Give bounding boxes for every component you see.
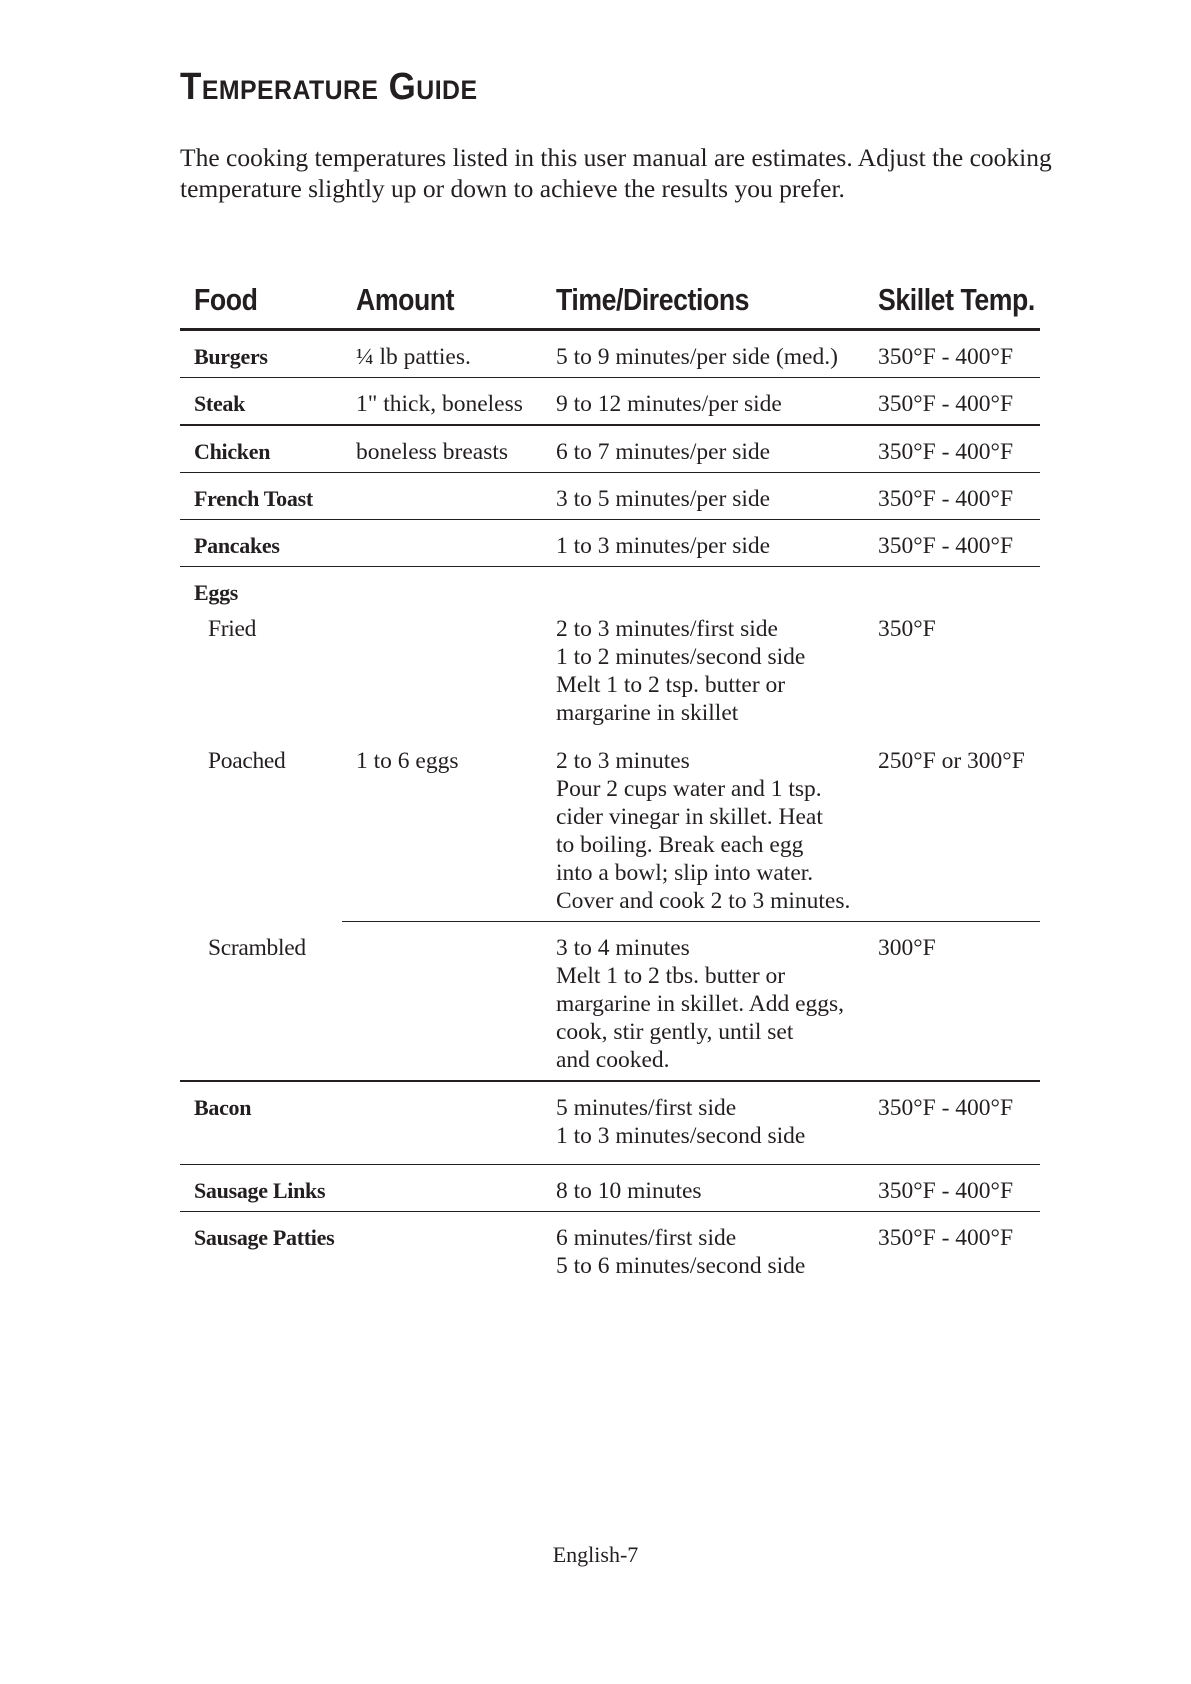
table-row bbox=[180, 520, 1040, 567]
food-cell: Eggs bbox=[194, 580, 239, 605]
food-cell: Poached bbox=[208, 748, 286, 774]
amount-cell bbox=[342, 1212, 542, 1287]
food-cell: Burgers bbox=[180, 330, 342, 378]
food-cell: Sausage Patties bbox=[194, 1225, 335, 1250]
amount-cell: 1 to 6 eggs bbox=[342, 735, 542, 922]
time-cell: 2 to 3 minutes/first side 1 to 2 minutes/second side Melt 1 to 2 tsp. butter or margarine in skillet bbox=[556, 616, 806, 726]
food-cell: Bacon bbox=[180, 1081, 342, 1165]
temp-cell: 350°F - 400°F bbox=[864, 425, 1040, 473]
temp-cell: 350°F - 400°F bbox=[864, 378, 1040, 426]
page-number: English-7 bbox=[552, 1542, 639, 1567]
table-row bbox=[180, 1081, 1040, 1165]
amount-cell bbox=[342, 1081, 542, 1165]
temp-cell: 350°F - 400°F bbox=[864, 473, 1040, 520]
time-cell: 6 to 7 minutes/per side bbox=[542, 425, 864, 473]
table-row bbox=[180, 378, 1040, 426]
temp-cell: 250°F or 300°F bbox=[864, 735, 1040, 922]
food-cell: Pancakes bbox=[180, 520, 342, 567]
time-cell: 8 to 10 minutes bbox=[542, 1165, 864, 1212]
temp-cell: 350°F bbox=[878, 616, 936, 642]
table-row bbox=[180, 567, 1040, 608]
time-cell: 1 to 3 minutes/per side bbox=[542, 520, 864, 567]
temp-cell: 350°F - 400°F bbox=[878, 1225, 1014, 1251]
table-row bbox=[180, 425, 1040, 473]
header-amount: Amount bbox=[342, 270, 542, 330]
temp-cell: 350°F - 400°F bbox=[864, 520, 1040, 567]
amount-cell: 1" thick, boneless bbox=[342, 378, 542, 426]
header-food: Food bbox=[180, 270, 342, 330]
amount-cell bbox=[342, 520, 542, 567]
page-title: Temperature Guide bbox=[180, 66, 478, 108]
header-temp: Skillet Temp. bbox=[864, 270, 1040, 330]
time-cell: 9 to 12 minutes/per side bbox=[542, 378, 864, 426]
food-cell: Sausage Links bbox=[180, 1165, 342, 1212]
temp-cell: 350°F - 400°F bbox=[864, 330, 1040, 378]
table-row bbox=[180, 735, 1040, 922]
amount-cell bbox=[342, 922, 542, 1082]
temp-cell: 350°F - 400°F bbox=[864, 1165, 1040, 1212]
temp-cell: 350°F - 400°F bbox=[864, 1081, 1040, 1165]
amount-cell bbox=[342, 1165, 542, 1212]
table-row bbox=[180, 1212, 1040, 1287]
amount-cell: boneless breasts bbox=[342, 425, 542, 473]
table-header-row bbox=[180, 270, 1040, 330]
food-cell: Steak bbox=[180, 378, 342, 426]
food-cell: French Toast bbox=[180, 473, 342, 520]
intro-paragraph: The cooking temperatures listed in this user manual are estimates. Adjust the cooking temperature slightly up or down to achieve the results you prefer. bbox=[180, 143, 1052, 203]
amount-cell bbox=[342, 473, 542, 520]
temp-cell: 300°F bbox=[864, 922, 1040, 1082]
time-cell: 3 to 5 minutes/per side bbox=[542, 473, 864, 520]
time-cell: 5 minutes/first side 1 to 3 minutes/second side bbox=[542, 1081, 864, 1165]
table-row bbox=[180, 607, 1040, 735]
time-cell: 3 to 4 minutes Melt 1 to 2 tbs. butter or margarine in skillet. Add eggs, cook, stir gently, until set and cooked. bbox=[542, 922, 864, 1082]
food-cell: Chicken bbox=[180, 425, 342, 473]
amount-cell: ¼ lb patties. bbox=[342, 330, 542, 378]
amount-cell bbox=[342, 607, 542, 735]
time-cell: 2 to 3 minutes Pour 2 cups water and 1 tsp. cider vinegar in skillet. Heat to boiling. Break each egg into a bowl; slip into water. Cover and cook 2 to 3 minutes. bbox=[542, 735, 864, 922]
food-cell: Scrambled bbox=[180, 922, 342, 1082]
table-row bbox=[180, 922, 1040, 1082]
header-time: Time/Directions bbox=[542, 270, 864, 330]
time-cell: 6 minutes/first side 5 to 6 minutes/second side bbox=[556, 1225, 806, 1279]
table-row bbox=[180, 473, 1040, 520]
food-cell: Fried bbox=[208, 616, 257, 642]
time-cell: 5 to 9 minutes/per side (med.) bbox=[542, 330, 864, 378]
table-row bbox=[180, 1165, 1040, 1212]
table-row bbox=[180, 330, 1040, 378]
temperature-guide-table bbox=[180, 270, 1040, 1286]
